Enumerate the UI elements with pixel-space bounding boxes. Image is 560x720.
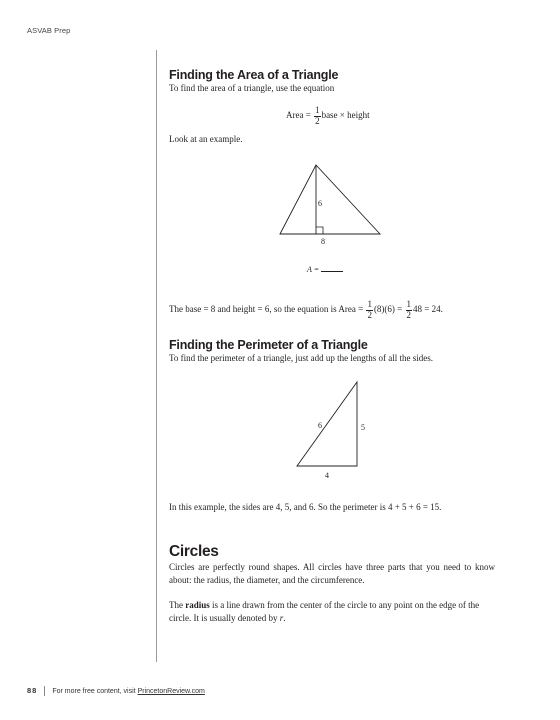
radius-paragraph: [169, 599, 499, 624]
radius-var: r: [279, 612, 284, 623]
radius-pre: The: [169, 600, 183, 610]
area-intro: To find the area of a triangle, use the equation: [169, 83, 335, 93]
perimeter-heading: Finding the Perimeter of a Triangle: [169, 338, 368, 352]
perimeter-result: In this example, the sides are 4, 5, and 6. So the perimeter is 4 + 5 + 6 = 15.: [169, 502, 442, 512]
formula-frac-den: 2: [315, 115, 320, 126]
answer-blank-line: [321, 271, 343, 272]
area-triangle: [280, 165, 380, 234]
formula-rhs: base × height: [321, 110, 370, 121]
area-heading: Finding the Area of a Triangle: [169, 68, 339, 82]
hypotenuse-label: 6: [318, 421, 322, 430]
formula-frac-num: 1: [315, 105, 320, 115]
solution-part3: 48 = 24.: [413, 304, 443, 315]
base-label: 8: [321, 237, 325, 246]
margin-rule: [156, 50, 157, 662]
solution-frac2-num: 1: [406, 299, 412, 309]
solution-frac1-den: 2: [367, 309, 372, 320]
look-example: Look at an example.: [169, 134, 243, 144]
height-label: 6: [318, 199, 322, 208]
solution-frac2-den: 2: [406, 309, 412, 320]
footer-link[interactable]: PrincetonReview.com: [137, 688, 205, 695]
perimeter-intro: To find the perimeter of a triangle, just add up the lengths of all the sides.: [169, 353, 434, 363]
perimeter-triangle-figure: [290, 378, 375, 483]
radius-mid: is a line drawn from the center of the circle to any point on the edge of the circle. It is usually denoted by: [169, 600, 480, 623]
answer-label: A =: [307, 265, 320, 274]
circles-intro: Circles are perfectly round shapes. All circles have three parts that you need to know about: the radius, the diameter, and the circumference.: [169, 562, 495, 585]
formula-lhs: Area =: [286, 110, 311, 121]
formula-fraction: [314, 106, 321, 126]
area-triangle-figure: [270, 158, 390, 248]
area-formula: [286, 106, 370, 126]
running-header: ASVAB Prep: [27, 26, 71, 35]
right-angle-marker: [316, 227, 323, 234]
solution-part2: (8)(6) =: [373, 304, 403, 315]
footer-divider: [44, 686, 45, 696]
circles-heading: Circles: [169, 543, 219, 560]
footer-text: For more free content, visit: [52, 688, 136, 695]
perimeter-base-label: 4: [325, 471, 329, 480]
footer: [27, 686, 205, 696]
radius-end: .: [283, 612, 286, 623]
solution-frac2: [406, 300, 413, 320]
perimeter-triangle: [297, 382, 357, 466]
area-solution: [169, 300, 443, 320]
solution-frac1: [366, 300, 373, 320]
radius-term: radius: [185, 600, 210, 610]
page-number: 88: [27, 686, 38, 695]
area-answer-blank: [307, 265, 343, 274]
solution-frac1-num: 1: [367, 299, 372, 309]
side-label: 5: [361, 423, 365, 432]
solution-part1: The base = 8 and height = 6, so the equation is Area =: [169, 304, 364, 315]
